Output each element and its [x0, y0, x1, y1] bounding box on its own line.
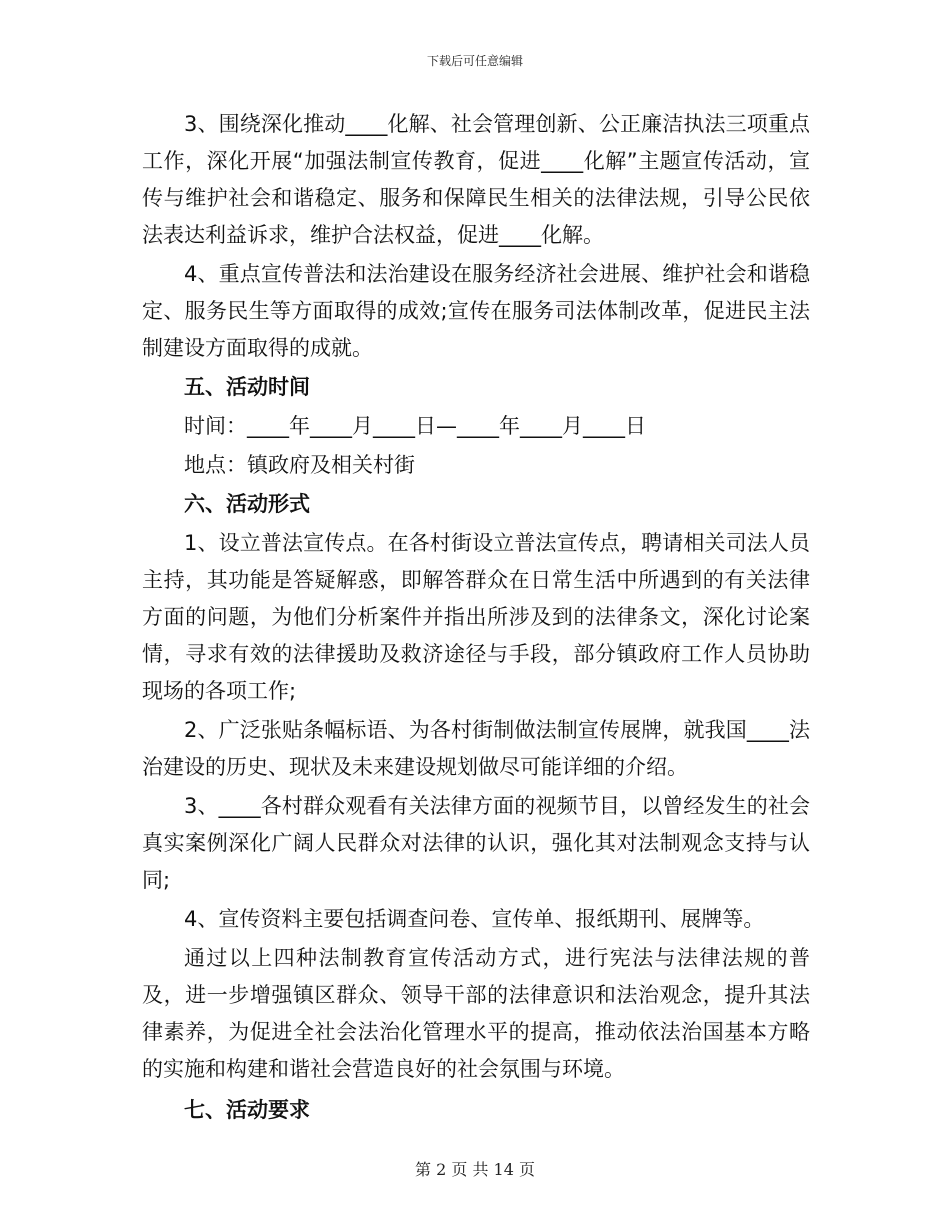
paragraph-item-4: 4、重点宣传普法和法治建设在服务经济社会进展、维护社会和谐稳定、服务民生等方面取得的成效;宣传在服务司法体制改革，促进民主法制建设方面取得的成就。 [142, 262, 810, 360]
paragraph-item-3: 3、围绕深化推动____化解、社会管理创新、公正廉洁执法三项重点工作，深化开展“加强法制宣传教育，促进____化解”主题宣传活动，宣传与维护社会和谐稳定、服务和保障民生相关的法律法规，引导公民依法表达利益诉求，维护合法权益，促进____化解。 [142, 112, 810, 247]
activity-location-line: 地点：镇政府及相关村街 [184, 453, 415, 477]
form-item-1: 1、设立普法宣传点。在各村街设立普法宣传点，聘请相关司法人员主持，其功能是答疑解惑，即解答群众在日常生活中所遇到的有关法律方面的问题，为他们分析案件并指出所涉及到的法律条文，深化讨论案情，寻求有效的法律援助及救济途径与手段，部分镇政府工作人员协助现场的各项工作; [142, 531, 810, 703]
section-heading-activity-time: 五、活动时间 [184, 375, 310, 399]
activity-time-line: 时间：____年____月____日—____年____月____日 [184, 414, 646, 438]
section-heading-activity-form: 六、活动形式 [184, 492, 310, 516]
form-item-2: 2、广泛张贴条幅标语、为各村街制做法制宣传展牌，就我国____法治建设的历史、现状及未来建设规划做尽可能详细的介绍。 [142, 718, 810, 779]
form-item-4: 4、宣传资料主要包括调查问卷、宣传单、报纸期刊、展牌等。 [184, 907, 765, 931]
section-heading-activity-requirements: 七、活动要求 [184, 1098, 310, 1122]
summary-paragraph: 通过以上四种法制教育宣传活动方式，进行宪法与法律法规的普及，进一步增强镇区群众、领导干部的法律意识和法治观念，提升其法律素养，为促进全社会法治化管理水平的提高，推动依法治国基本方略的实施和构建和谐社会营造良好的社会氛围与环境。 [142, 946, 810, 1081]
header-note: 下载后可任意编辑 [426, 54, 523, 68]
form-item-3: 3、____各村群众观看有关法律方面的视频节目，以曾经发生的社会真实案例深化广阔人民群众对法律的认识，强化其对法制观念支持与认同; [142, 794, 810, 892]
page-number-footer: 第 2 页 共 14 页 [415, 1160, 535, 1179]
document-body [142, 106, 810, 1131]
